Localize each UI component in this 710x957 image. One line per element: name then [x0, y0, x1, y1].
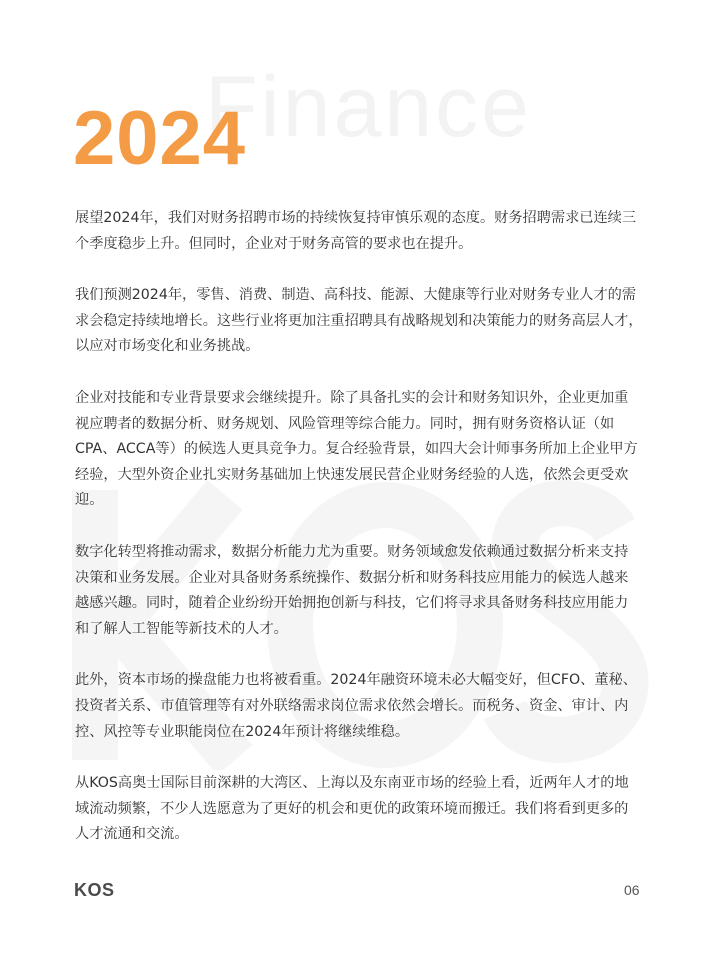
text-line: 经验，大型外资企业扎实财务基础加上快速发展民营企业财务经验的人选，依然会更受欢: [75, 466, 629, 483]
text-line: 此外，资本市场的操盘能力也将被看重。2024年融资环境未必大幅变好，但CFO、董秘、: [75, 672, 637, 689]
text-line: 越感兴趣。同时，随着企业纷纷开始拥抱创新与科技，它们将寻求具备财务科技应用能力: [75, 595, 629, 612]
text-line: 控、风控等专业职能岗位在2024年预计将继续维稳。: [75, 723, 410, 740]
paragraph-industry-forecast: [75, 283, 655, 360]
text-line: 从KOS高奥士国际目前深耕的大湾区、上海以及东南亚市场的经验上看，近两年人才的地: [75, 775, 629, 792]
paragraph-digital-transformation: [75, 540, 655, 642]
text-line: 我们预测2024年，零售、消费、制造、高科技、能源、大健康等行业对财务专业人才的需: [75, 287, 637, 304]
footer-logo: KOS: [74, 880, 115, 900]
text-line: 人才流通和交流。: [75, 826, 189, 843]
paragraph-capital-markets: [75, 668, 655, 745]
paragraph-talent-mobility: [75, 771, 655, 848]
background-word: Finance: [205, 59, 532, 155]
year-heading: 2024: [73, 96, 247, 181]
text-line: 求会稳定持续地增长。这些行业将更加注重招聘具有战略规划和决策能力的财务高层人才，: [75, 312, 643, 329]
paragraph-outlook: [75, 206, 655, 257]
text-line: 投资者关系、市值管理等有对外联络需求岗位需求依然会增长。而税务、资金、审计、内: [75, 697, 629, 714]
text-line: 个季度稳步上升。但同时，企业对于财务高管的要求也在提升。: [75, 235, 473, 252]
text-line: 域流动频繁，不少人选愿意为了更好的机会和更优的政策环境而搬迁。我们将看到更多的: [75, 800, 629, 817]
text-line: 企业对技能和专业背景要求会继续提升。除了具备扎实的会计和财务知识外，企业更加重: [75, 389, 629, 406]
text-line: CPA、ACCA等）的候选人更具竞争力。复合经验背景，如四大会计师事务所加上企业甲方: [75, 441, 638, 458]
paragraph-skills-requirements: [75, 386, 655, 514]
text-line: 视应聘者的数据分析、财务规划、风险管理等综合能力。同时，拥有财务资格认证（如: [75, 415, 615, 432]
page-number: 06: [624, 882, 640, 898]
text-line: 数字化转型将推动需求，数据分析能力尤为重要。财务领域愈发依赖通过数据分析来支持: [75, 543, 629, 560]
text-line: 以应对市场变化和业务挑战。: [75, 338, 260, 355]
text-line: 决策和业务发展。企业对具备财务系统操作、数据分析和财务科技应用能力的候选人越来: [75, 569, 629, 586]
text-line: 迎。: [75, 492, 104, 509]
text-line: 和了解人工智能等新技术的人才。: [75, 620, 288, 637]
text-line: 展望2024年，我们对财务招聘市场的持续恢复持审慎乐观的态度。财务招聘需求已连续三: [75, 210, 637, 226]
body-content: [75, 206, 655, 874]
